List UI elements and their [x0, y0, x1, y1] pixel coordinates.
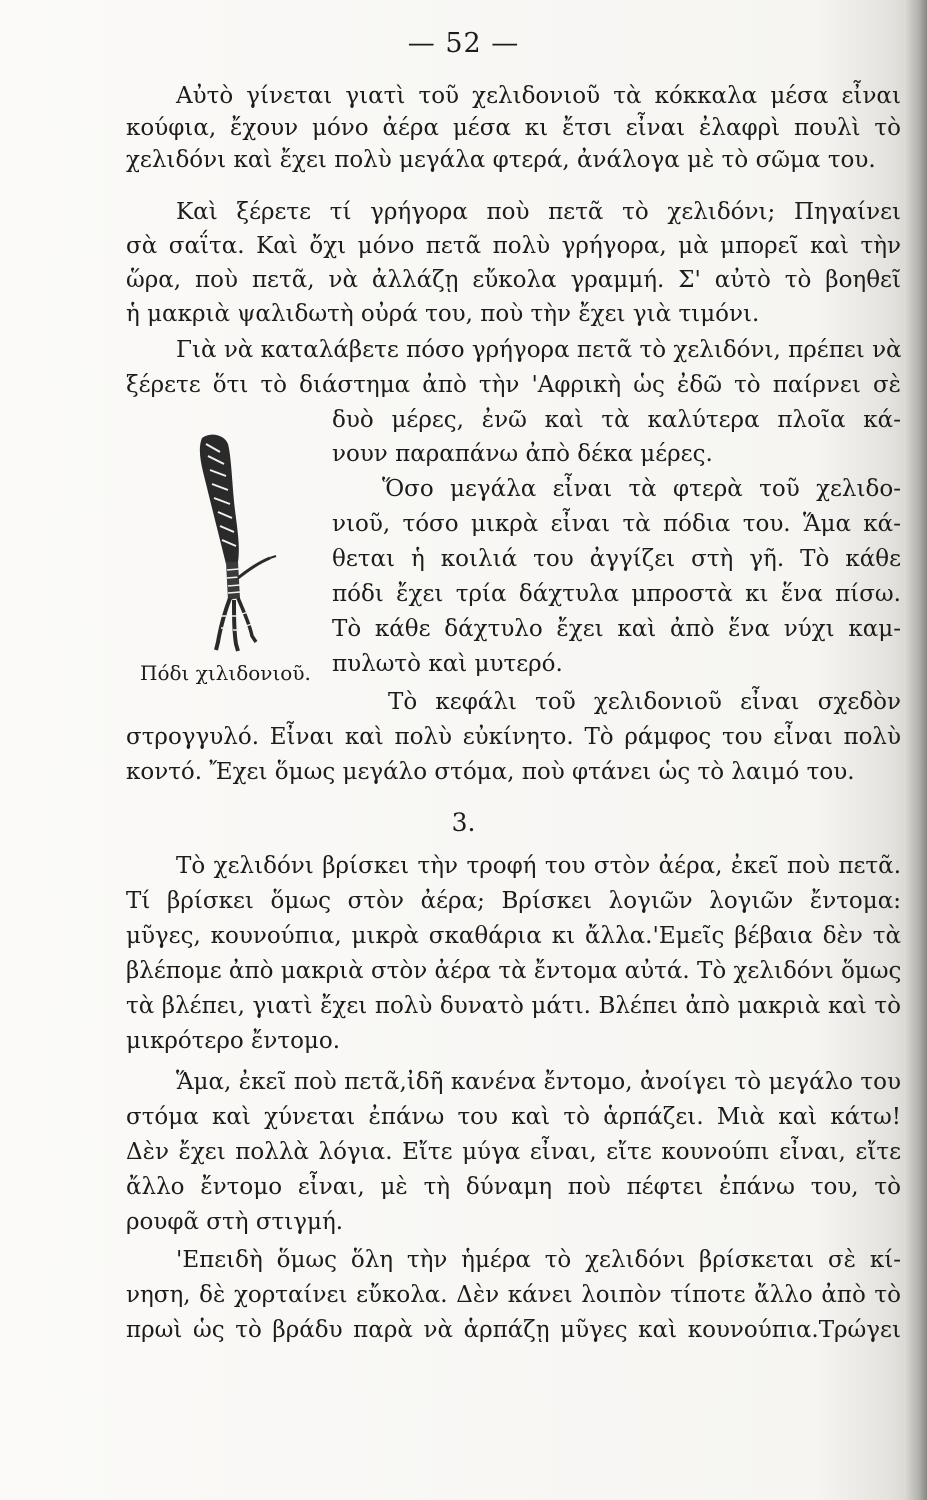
text-line: Τὸ χελιδόνι βρίσκει τὴν τροφή του στὸν ἀέρα, ἐκεῖ ποὺ πετᾶ. [176, 853, 901, 879]
text-line: Τί βρίσκει ὅμως στὸν ἀέρα; Βρίσκει λογιῶν λογιῶν ἔντομα: [126, 888, 901, 914]
text-line: νιοῦ, τόσο μικρὰ εἶναι τὰ πόδια του. Ἅμα κά- [332, 511, 901, 537]
text-line: Καὶ ξέρετε τί γρήγορα ποὺ πετᾶ τὸ χελιδόνι; Πηγαίνει [176, 199, 901, 225]
text-line: Αὐτὸ γίνεται γιατὶ τοῦ χελιδονιοῦ τὰ κόκκαλα μέσα εἶναι [176, 83, 901, 109]
swallow-foot-illustration-icon [180, 430, 290, 655]
text-line: πρωὶ ὡς τὸ βράδυ παρὰ νὰ ἁρπάζῃ μῦγες καὶ κουνούπια.Τρώγει [126, 1317, 901, 1343]
text-line: βλέπομε ἀπὸ μακριὰ στὸν ἀέρα τὰ ἔντομα αὐτά. Τὸ χελιδόνι ὅμως [126, 958, 902, 984]
text-line: Γιὰ νὰ καταλάβετε πόσο γρήγορα πετᾶ τὸ χελιδόνι, πρέπει νὰ [176, 337, 902, 363]
text-line: 'Επειδὴ ὅμως ὅλη τὴν ἡμέρα τὸ χελιδόνι βρίσκεται σὲ κί- [176, 1247, 901, 1273]
text-line: νηση, δὲ χορταίνει εὔκολα. Δὲν κάνει λοιπὸν τίποτε ἄλλο ἀπὸ τὸ [126, 1282, 901, 1308]
page-number: — 52 — [407, 28, 520, 59]
text-line: ξέρετε ὅτι τὸ διάστημα ἀπὸ τὴν 'Αφρικὴ ὡς ἐδῶ τὸ παίρνει σὲ [126, 372, 901, 398]
text-line: μικρότερο ἔντομο. [126, 1028, 341, 1054]
text-line: Ὅσο μεγάλα εἶναι τὰ φτερὰ τοῦ χελιδο- [382, 476, 901, 502]
text-line: ρουφᾶ στὴ στιγμή. [126, 1209, 344, 1235]
page-binding-shadow [905, 0, 927, 1500]
text-line: Τὸ κάθε δάχτυλο ἔχει καὶ ἀπὸ ἕνα νύχι καμ- [332, 616, 901, 642]
text-line: Τὸ κεφάλι τοῦ χελιδονιοῦ εἶναι σχεδὸν [388, 689, 901, 715]
section-number: 3. [451, 808, 476, 837]
text-line: στόμα καὶ χύνεται ἐπάνω του καὶ τὸ ἁρπάζει. Μιὰ καὶ κάτω! [126, 1104, 901, 1130]
text-line: κούφια, ἔχουν μόνο ἀέρα μέσα κι ἔτσι εἶναι ἐλαφρὶ πουλὶ τὸ [126, 115, 901, 141]
text-line: θεται ἡ κοιλιά του ἀγγίζει στὴ γῆ. Τὸ κάθε [332, 546, 901, 572]
text-line: δυὸ μέρες, ἐνῶ καὶ τὰ καλύτερα πλοῖα κά- [332, 407, 901, 433]
text-line: ὥρα, ποὺ πετᾶ, νὰ ἀλλάζῃ εὔκολα γραμμή. Σ' αὐτὸ τὸ βοηθεῖ [126, 267, 901, 293]
text-line: Δὲν ἔχει πολλὰ λόγια. Εἴτε μύγα εἶναι, εἴτε κουνούπι εἶναι, εἴτε [126, 1139, 901, 1165]
text-line: χελιδόνι καὶ ἔχει πολὺ μεγάλα φτερά, ἀνάλογα μὲ τὸ σῶμα του. [126, 147, 876, 173]
text-line: Ἅμα, ἐκεῖ ποὺ πετᾶ,ἰδῆ κανένα ἔντομο, ἀνοίγει τὸ μεγάλο του [176, 1069, 901, 1095]
text-line: στρογγυλό. Εἶναι καὶ πολὺ εὐκίνητο. Τὸ ράμφος του εἶναι πολὺ [126, 724, 901, 750]
text-line: πόδι ἔχει τρία δάχτυλα μπροστὰ κι ἕνα πίσω. [332, 581, 901, 607]
text-line: πυλωτὸ καὶ μυτερό. [332, 651, 563, 677]
text-line: μῦγες, κουνούπια, μικρὰ σκαθάρια κι ἄλλα.'Εμεῖς βέβαια δὲν τὰ [126, 923, 901, 949]
text-line: ἡ μακριὰ ψαλιδωτὴ οὐρά του, ποὺ τὴν ἔχει γιὰ τιμόνι. [126, 301, 760, 327]
text-line: τὰ βλέπει, γιατὶ ἔχει πολὺ δυνατὸ μάτι. Βλέπει ἀπὸ μακριὰ καὶ τὸ [126, 993, 901, 1019]
text-line: σὰ σαΐτα. Καὶ ὄχι μόνο πετᾶ πολὺ γρήγορα, μὰ μπορεῖ καὶ τὴν [126, 233, 901, 259]
text-line: νουν παραπάνω ἀπὸ δέκα μέρες. [332, 441, 713, 467]
figure-caption: Πόδι χιλιδονιοῦ. [140, 661, 311, 685]
text-line: κοντό. Ἔχει ὅμως μεγάλο στόμα, ποὺ φτάνει ὡς τὸ λαιμό του. [126, 759, 855, 785]
text-line: ἄλλο ἔντομο εἶναι, μὲ τὴ δύναμη ποὺ πέφτει ἐπάνω του, τὸ [126, 1174, 901, 1200]
